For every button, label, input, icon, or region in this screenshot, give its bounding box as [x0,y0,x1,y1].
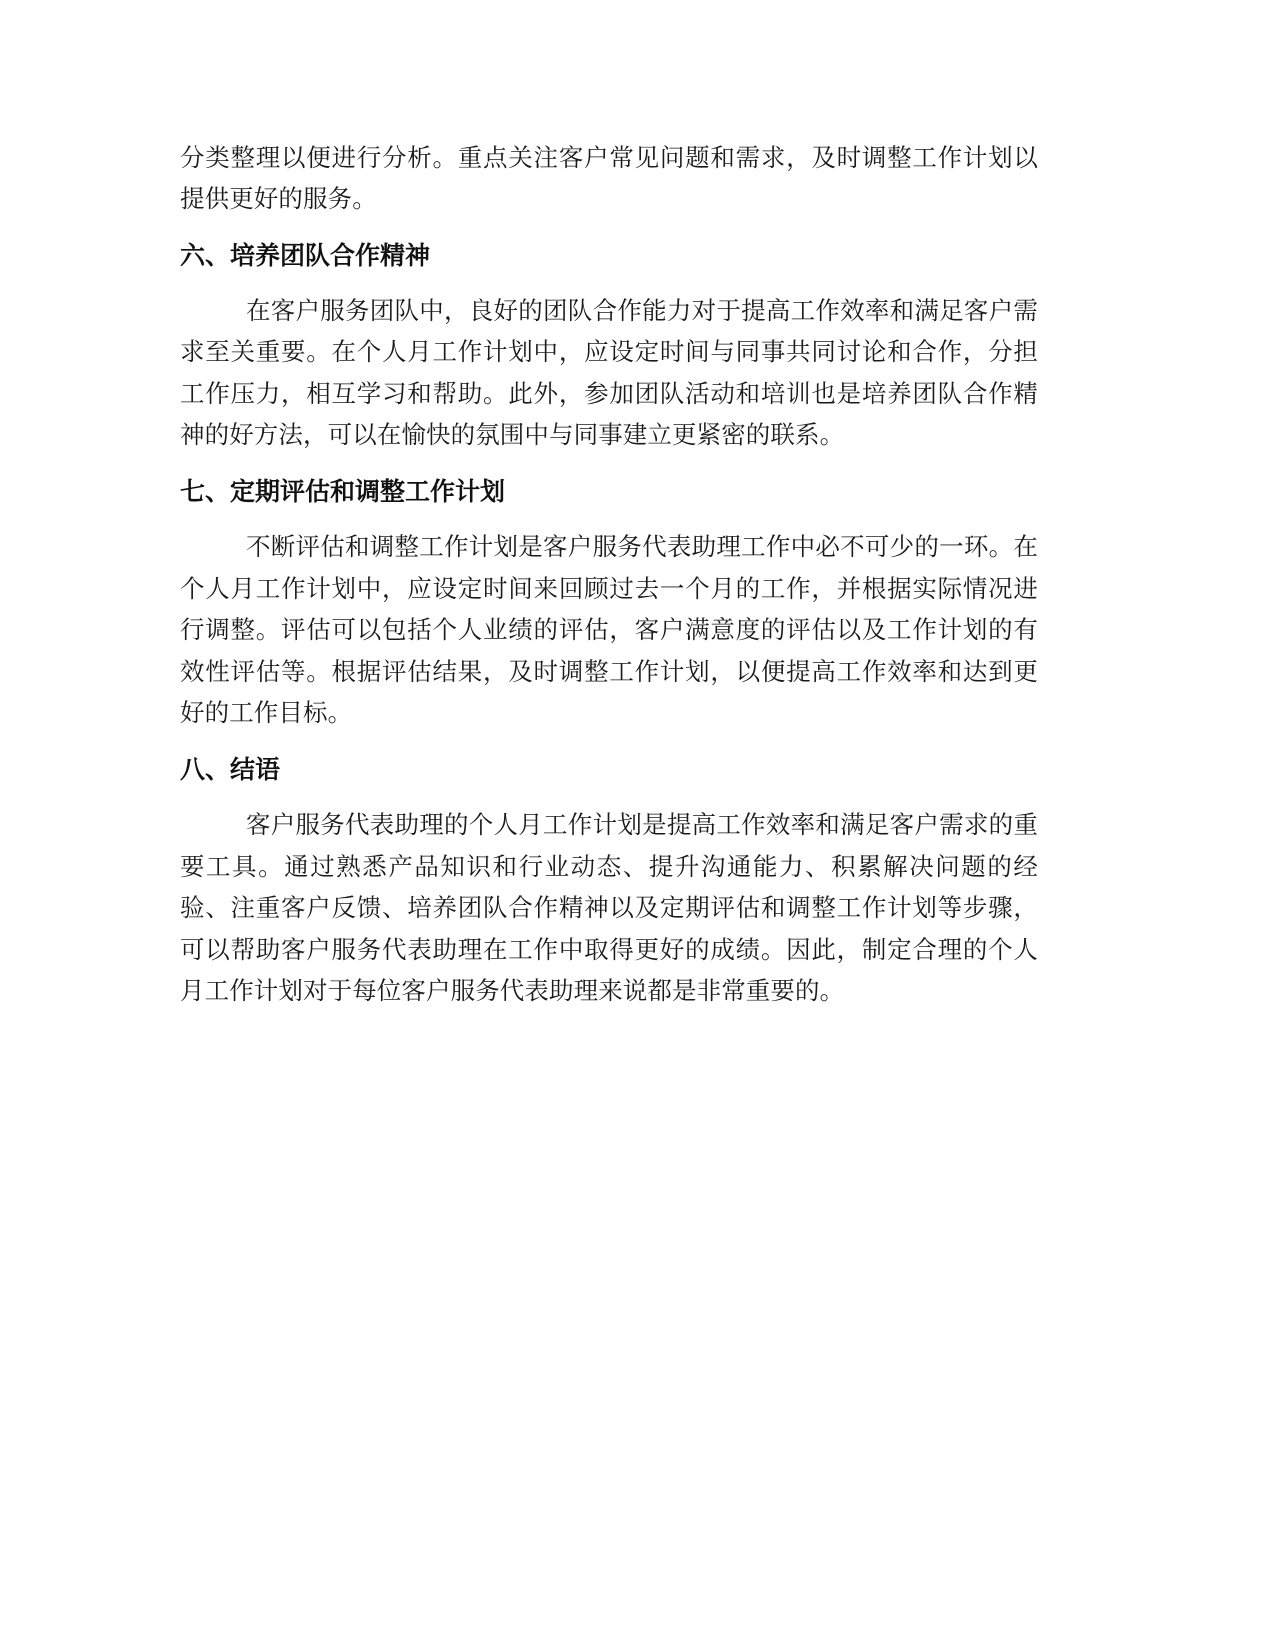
document-body [180,137,1038,1012]
section-paragraph-teamwork: 在客户服务团队中，良好的团队合作能力对于提高工作效率和满足客户需求至关重要。在个人月工作计划中，应设定时间与同事共同讨论和合作，分担工作压力，相互学习和帮助。此外，参加团队活动和培训也是培养团队合作精神的好方法，可以在愉快的氛围中与同事建立更紧密的联系。 [180,295,1038,450]
section-paragraph-conclusion: 客户服务代表助理的个人月工作计划是提高工作效率和满足客户需求的重要工具。通过熟悉产品知识和行业动态、提升沟通能力、积累解决问题的经验、注重客户反馈、培养团队合作精神以及定期评估和调整工作计划等步骤，可以帮助客户服务代表助理在工作中取得更好的成绩。因此，制定合理的个人月工作计划对于每位客户服务代表助理来说都是非常重要的。 [180,810,1038,1006]
section-heading-evaluation: 七、定期评估和调整工作计划 [180,477,506,507]
continuation-paragraph: 分类整理以便进行分析。重点关注客户常见问题和需求，及时调整工作计划以提供更好的服务。 [180,143,1038,214]
section-heading-conclusion: 八、结语 [180,755,281,785]
section-heading-teamwork: 六、培养团队合作精神 [180,240,431,270]
section-paragraph-evaluation: 不断评估和调整工作计划是客户服务代表助理工作中必不可少的一环。在个人月工作计划中，应设定时间来回顾过去一个月的工作，并根据实际情况进行调整。评估可以包括个人业绩的评估，客户满意度的评估以及工作计划的有效性评估等。根据评估结果，及时调整工作计划，以便提高工作效率和达到更好的工作目标。 [180,532,1038,728]
